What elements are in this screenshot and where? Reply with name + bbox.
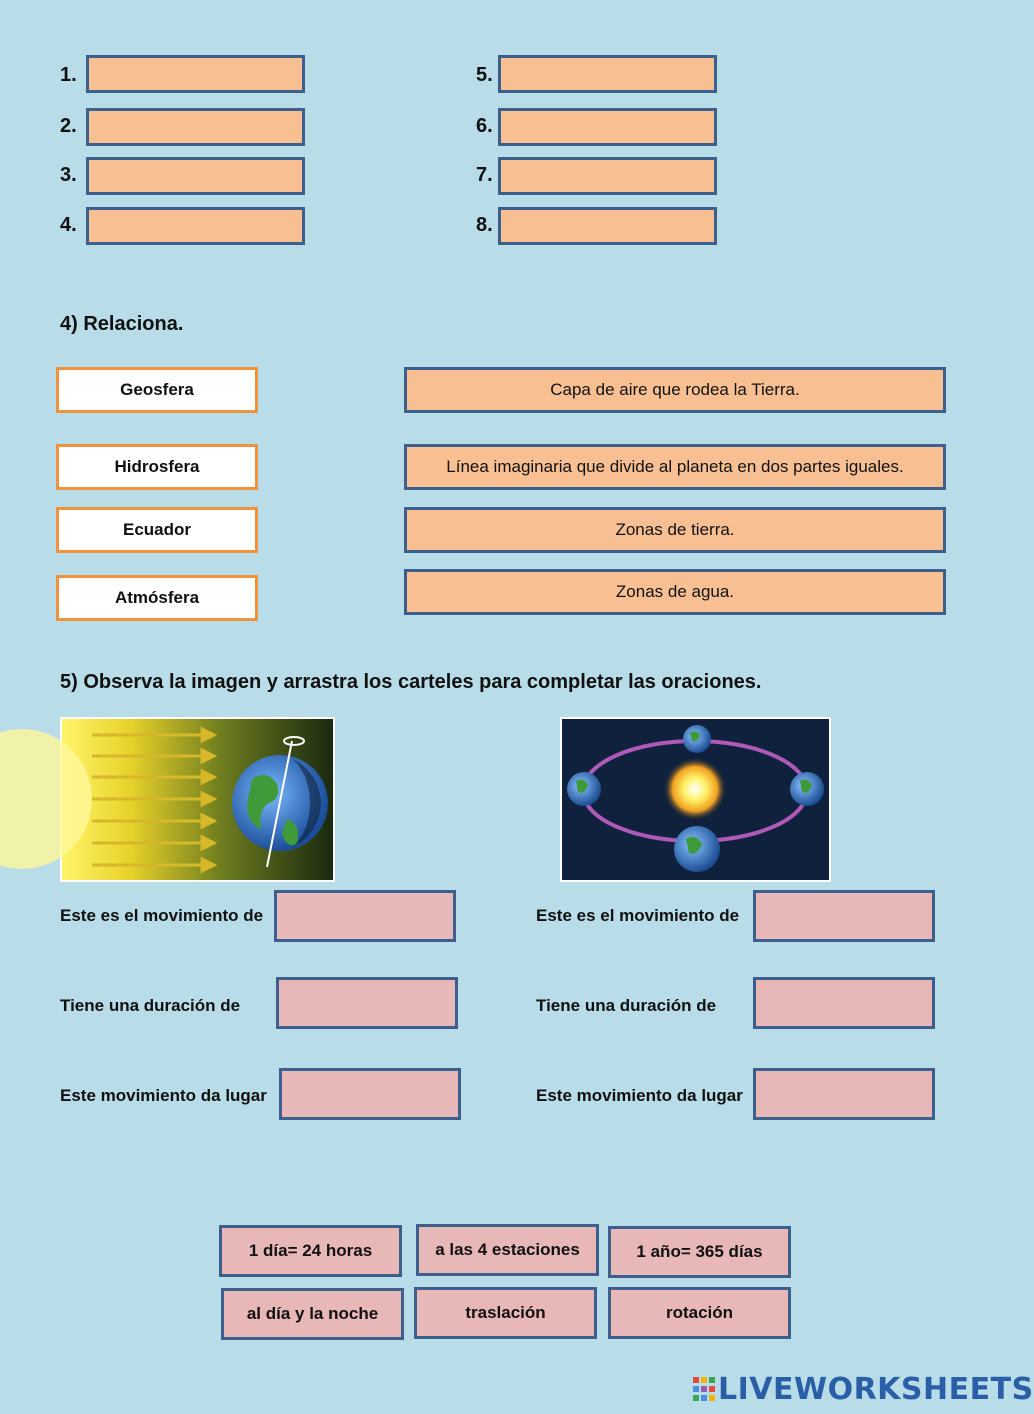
definition-1[interactable]: Capa de aire que rodea la Tierra.	[404, 367, 946, 413]
answer-field-2[interactable]	[86, 108, 305, 146]
brand-logo	[693, 1372, 1034, 1407]
rotation-image	[60, 717, 335, 882]
answer-field-8[interactable]	[498, 207, 717, 245]
term-ecuador[interactable]: Ecuador	[56, 507, 258, 553]
liveworksheets-icon	[693, 1377, 715, 1403]
right-label-movement: Este es el movimiento de	[536, 906, 740, 925]
chip-dia-noche[interactable]: al día y la noche	[221, 1288, 404, 1340]
term-geosfera[interactable]: Geosfera	[56, 367, 258, 413]
blank-number-8: 8.	[476, 214, 493, 236]
definition-3[interactable]: Zonas de tierra.	[404, 507, 946, 553]
blank-number-7: 7.	[476, 164, 493, 186]
answer-field-6[interactable]	[498, 108, 717, 146]
right-drop-effect[interactable]	[753, 1068, 935, 1120]
left-drop-effect[interactable]	[279, 1068, 461, 1120]
right-drop-duration[interactable]	[753, 977, 935, 1029]
right-drop-movement[interactable]	[753, 890, 935, 942]
definition-2[interactable]: Línea imaginaria que divide al planeta en dos partes iguales.	[404, 444, 946, 490]
left-label-effect: Este movimiento da lugar	[60, 1086, 267, 1105]
blank-number-6: 6.	[476, 115, 493, 137]
left-drop-duration[interactable]	[276, 977, 458, 1029]
section5-title: 5) Observa la imagen y arrastra los carteles para completar las oraciones.	[60, 671, 762, 693]
answer-field-5[interactable]	[498, 55, 717, 93]
translation-image	[560, 717, 831, 882]
term-hidrosfera[interactable]: Hidrosfera	[56, 444, 258, 490]
chip-traslacion[interactable]: traslación	[414, 1287, 597, 1339]
blank-number-5: 5.	[476, 64, 493, 86]
chip-1-dia[interactable]: 1 día= 24 horas	[219, 1225, 402, 1277]
chip-1-ano[interactable]: 1 año= 365 días	[608, 1226, 791, 1278]
left-label-duration: Tiene una duración de	[60, 996, 241, 1015]
brand-name: LIVEWORKSHEETS	[718, 1372, 1034, 1407]
definition-4[interactable]: Zonas de agua.	[404, 569, 946, 615]
answer-field-3[interactable]	[86, 157, 305, 195]
blank-number-3: 3.	[60, 164, 77, 186]
blank-number-2: 2.	[60, 115, 77, 137]
blank-number-1: 1.	[60, 64, 77, 86]
blank-number-4: 4.	[60, 214, 77, 236]
chip-4-estaciones[interactable]: a las 4 estaciones	[416, 1224, 599, 1276]
rotation-illustration	[62, 719, 333, 880]
right-label-effect: Este movimiento da lugar	[536, 1086, 743, 1105]
term-atmosfera[interactable]: Atmósfera	[56, 575, 258, 621]
right-label-duration: Tiene una duración de	[536, 996, 717, 1015]
answer-field-4[interactable]	[86, 207, 305, 245]
chip-rotacion[interactable]: rotación	[608, 1287, 791, 1339]
left-drop-movement[interactable]	[274, 890, 456, 942]
translation-illustration	[562, 719, 829, 880]
answer-field-1[interactable]	[86, 55, 305, 93]
answer-field-7[interactable]	[498, 157, 717, 195]
section4-title: 4) Relaciona.	[60, 313, 184, 335]
left-label-movement: Este es el movimiento de	[60, 906, 264, 925]
